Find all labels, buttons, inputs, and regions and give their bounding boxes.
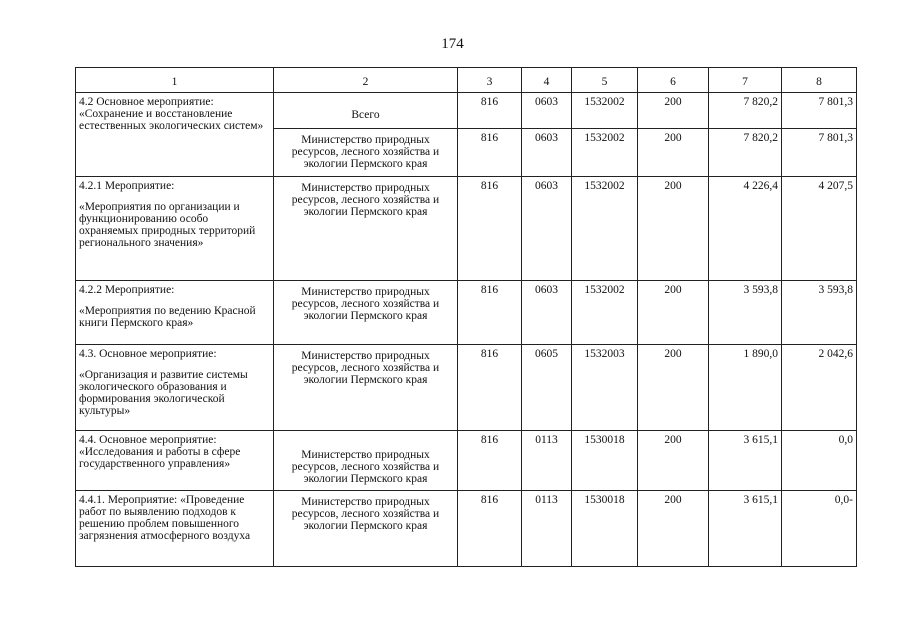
executor-cell: Министерство природных ресурсов, лесного хозяйства и экологии Пермского края — [274, 281, 458, 345]
table-row — [76, 431, 857, 491]
table-row — [76, 345, 857, 431]
target-code-cell: 1532002 — [572, 129, 638, 177]
executor-cell: Министерство природных ресурсов, лесного хозяйства и экологии Пермского края — [274, 491, 458, 567]
table-row — [76, 281, 857, 345]
target-code-cell: 1532002 — [572, 177, 638, 281]
budget-code-cell: 816 — [458, 93, 522, 129]
amount-plan-cell: 3 615,1 — [709, 491, 782, 567]
budget-code-cell: 816 — [458, 129, 522, 177]
budget-code-cell: 816 — [458, 345, 522, 431]
page-number: 174 — [441, 36, 464, 52]
amount-actual-cell: 7 801,3 — [782, 129, 857, 177]
activity-cell — [76, 281, 274, 345]
expense-type-cell: 200 — [638, 177, 709, 281]
amount-actual-cell: 7 801,3 — [782, 93, 857, 129]
budget-code-cell: 816 — [458, 281, 522, 345]
header-cell-5: 5 — [572, 68, 638, 93]
header-cell-4: 4 — [522, 68, 572, 93]
executor-cell: Министерство природных ресурсов, лесного хозяйства и экологии Пермского края — [274, 345, 458, 431]
target-code-cell: 1532002 — [572, 93, 638, 129]
activity-text: «Мероприятия по ведению Красной книги Пермского края» — [79, 305, 256, 329]
section-code-cell: 0603 — [522, 93, 572, 129]
activity-text: 4.2.2 Мероприятие: — [79, 284, 175, 296]
amount-plan-cell: 7 820,2 — [709, 93, 782, 129]
activity-text: «Мероприятия по организации и функционированию особо охраняемых природных территорий регионального значения» — [79, 201, 256, 249]
activity-cell — [76, 491, 274, 567]
activity-text: 4.2 Основное мероприятие: «Сохранение и восстановление естественных экологических систем» — [79, 96, 264, 132]
amount-actual-cell: 0,0 — [782, 431, 857, 491]
budget-code-cell: 816 — [458, 491, 522, 567]
amount-actual-cell: 4 207,5 — [782, 177, 857, 281]
executor-cell: Министерство природных ресурсов, лесного хозяйства и экологии Пермского края — [274, 177, 458, 281]
amount-plan-cell: 1 890,0 — [709, 345, 782, 431]
executor-cell: Министерство природных ресурсов, лесного хозяйства и экологии Пермского края — [274, 431, 458, 491]
expense-type-cell: 200 — [638, 93, 709, 129]
activity-text: 4.4.1. Мероприятие: «Проведение работ по выявлению подходов к решению проблем повышенного загрязнения атмосферного воздуха — [79, 494, 251, 542]
activity-text: 4.3. Основное мероприятие: — [79, 348, 217, 360]
amount-plan-cell: 4 226,4 — [709, 177, 782, 281]
target-code-cell: 1530018 — [572, 431, 638, 491]
activity-cell — [76, 345, 274, 431]
activity-cell — [76, 93, 274, 177]
section-code-cell: 0113 — [522, 491, 572, 567]
header-cell-2: 2 — [274, 68, 458, 93]
expense-type-cell: 200 — [638, 431, 709, 491]
target-code-cell: 1532003 — [572, 345, 638, 431]
amount-actual-cell: 3 593,8 — [782, 281, 857, 345]
budget-table — [75, 67, 857, 567]
amount-plan-cell: 3 615,1 — [709, 431, 782, 491]
header-row — [76, 68, 857, 93]
target-code-cell: 1530018 — [572, 491, 638, 567]
header-cell-8: 8 — [782, 68, 857, 93]
expense-type-cell: 200 — [638, 281, 709, 345]
section-code-cell: 0603 — [522, 129, 572, 177]
activity-text: 4.4. Основное мероприятие: «Исследования и работы в сфере государственного управления» — [79, 434, 241, 470]
amount-plan-cell: 3 593,8 — [709, 281, 782, 345]
amount-actual-cell: 0,0- — [782, 491, 857, 567]
activity-text: «Организация и развитие системы экологического образования и формирования экологической культуры» — [79, 369, 248, 417]
section-code-cell: 0113 — [522, 431, 572, 491]
amount-plan-cell: 7 820,2 — [709, 129, 782, 177]
header-cell-6: 6 — [638, 68, 709, 93]
target-code-cell: 1532002 — [572, 281, 638, 345]
budget-code-cell: 816 — [458, 177, 522, 281]
header-cell-1: 1 — [76, 68, 274, 93]
budget-code-cell: 816 — [458, 431, 522, 491]
header-cell-7: 7 — [709, 68, 782, 93]
expense-type-cell: 200 — [638, 491, 709, 567]
section-code-cell: 0605 — [522, 345, 572, 431]
expense-type-cell: 200 — [638, 129, 709, 177]
section-code-cell: 0603 — [522, 177, 572, 281]
table-row — [76, 491, 857, 567]
header-cell-3: 3 — [458, 68, 522, 93]
activity-cell — [76, 177, 274, 281]
executor-cell: Министерство природных ресурсов, лесного хозяйства и экологии Пермского края — [274, 129, 458, 177]
table-body — [76, 93, 857, 567]
activity-text: 4.2.1 Мероприятие: — [79, 180, 175, 192]
table-row — [76, 177, 857, 281]
section-code-cell: 0603 — [522, 281, 572, 345]
amount-actual-cell: 2 042,6 — [782, 345, 857, 431]
table-row — [76, 93, 857, 129]
activity-cell — [76, 431, 274, 491]
executor-cell: Всего — [274, 93, 458, 129]
expense-type-cell: 200 — [638, 345, 709, 431]
